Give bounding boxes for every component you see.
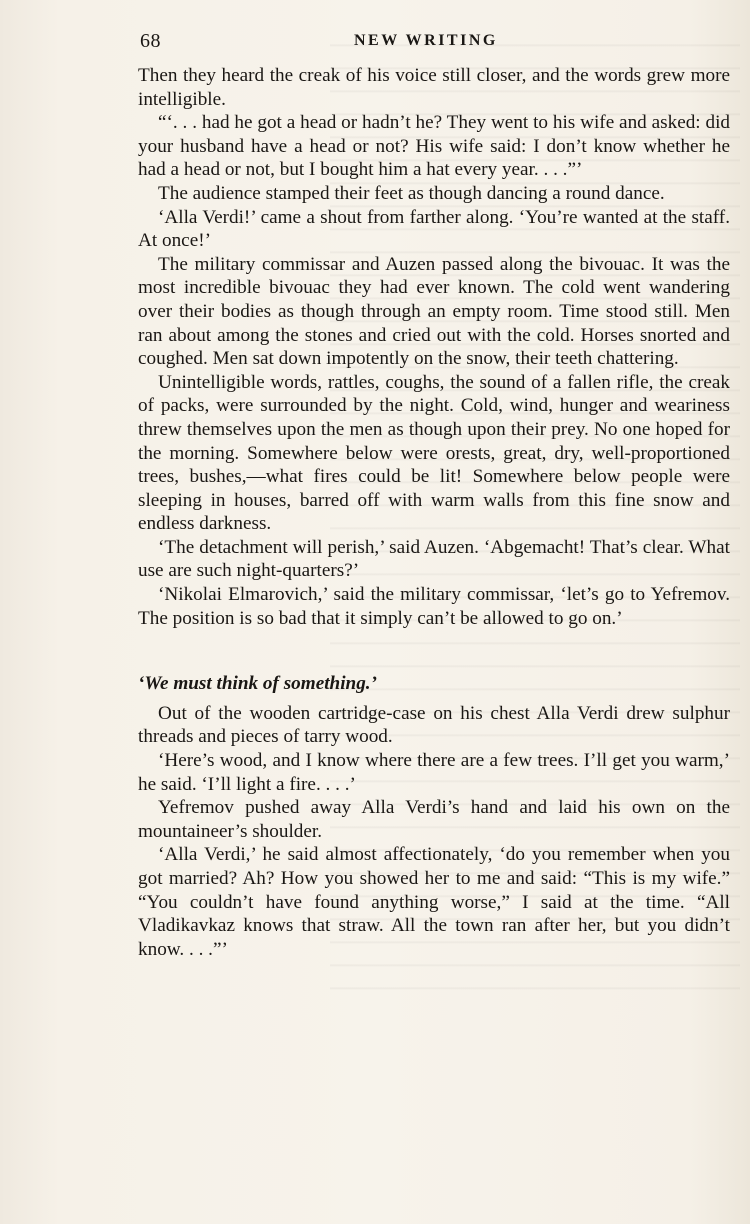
paragraph: ‘Alla Verdi!’ came a shout from farther along. ‘You’re wanted at the staff. At once!’ [138,206,730,252]
body-text [138,64,730,961]
section-break [138,630,730,672]
paragraph: ‘The detachment will perish,’ said Auzen. ‘Abgemacht! That’s clear. What use are such night-quarters?’ [138,536,730,582]
paragraph: ‘Nikolai Elmarovich,’ said the military commissar, ‘let’s go to Yefremov. The position is so bad that it simply can’t be allowed to go on.’ [138,584,730,629]
paragraph: “‘. . . had he got a head or hadn’t he? They went to his wife and asked: did your husband have a head or not? His wife said: I don’t know whether he had a head or not, but I bought him a hat every year. . . .”’ [138,112,730,181]
paragraph: ‘Alla Verdi,’ he said almost affectionately, ‘do you remember when you got married? Ah? How you showed her to me and said: “This is my wife.” “You couldn’t have found anything worse,” I said at the time. “All Vladikavkaz knows that straw. All the town ran after her, but you didn’t know. . . .”’ [138,844,730,960]
running-head: NEW WRITING [354,32,498,49]
paragraph: The military commissar and Auzen passed along the bivouac. It was the most incredible bivouac they had ever known. The cold went wandering over their bodies as though through an empty room. Time stood still. Men ran about among the stones and cried out with the cold. Horses snorted and coughed. Men sat down impotently on the snow, their teeth chattering. [138,253,730,370]
page-number: 68 [140,30,161,52]
page-header [140,30,732,58]
paragraph: Yefremov pushed away Alla Verdi’s hand and laid his own on the mountaineer’s shoulder. [138,797,730,842]
paragraph: Out of the wooden cartridge-case on his chest Alla Verdi drew sulphur threads and pieces of tarry wood. [138,702,730,748]
paragraph: ‘Here’s wood, and I know where there are a few trees. I’ll get you warm,’ he said. ‘I’ll light a fire. . . .’ [138,750,730,795]
paragraph: Then they heard the creak of his voice still closer, and the words grew more intelligible. [138,65,730,110]
paragraph: The audience stamped their feet as though dancing a round dance. [158,182,665,204]
paragraph: Unintelligible words, rattles, coughs, the sound of a fallen rifle, the creak of packs, were surrounded by the night. Cold, wind, hunger and weariness threw themselves upon the men as though upon their prey. No one hoped for the morning. Somewhere below were orests, great, dry, well-proportioned trees, bushes,—what fires could be lit! Somewhere below people were sleeping in houses, barred off with warm walls from this fine snow and endless darkness. [138,371,730,535]
section-heading: ‘We must think of something.’ [138,673,377,695]
